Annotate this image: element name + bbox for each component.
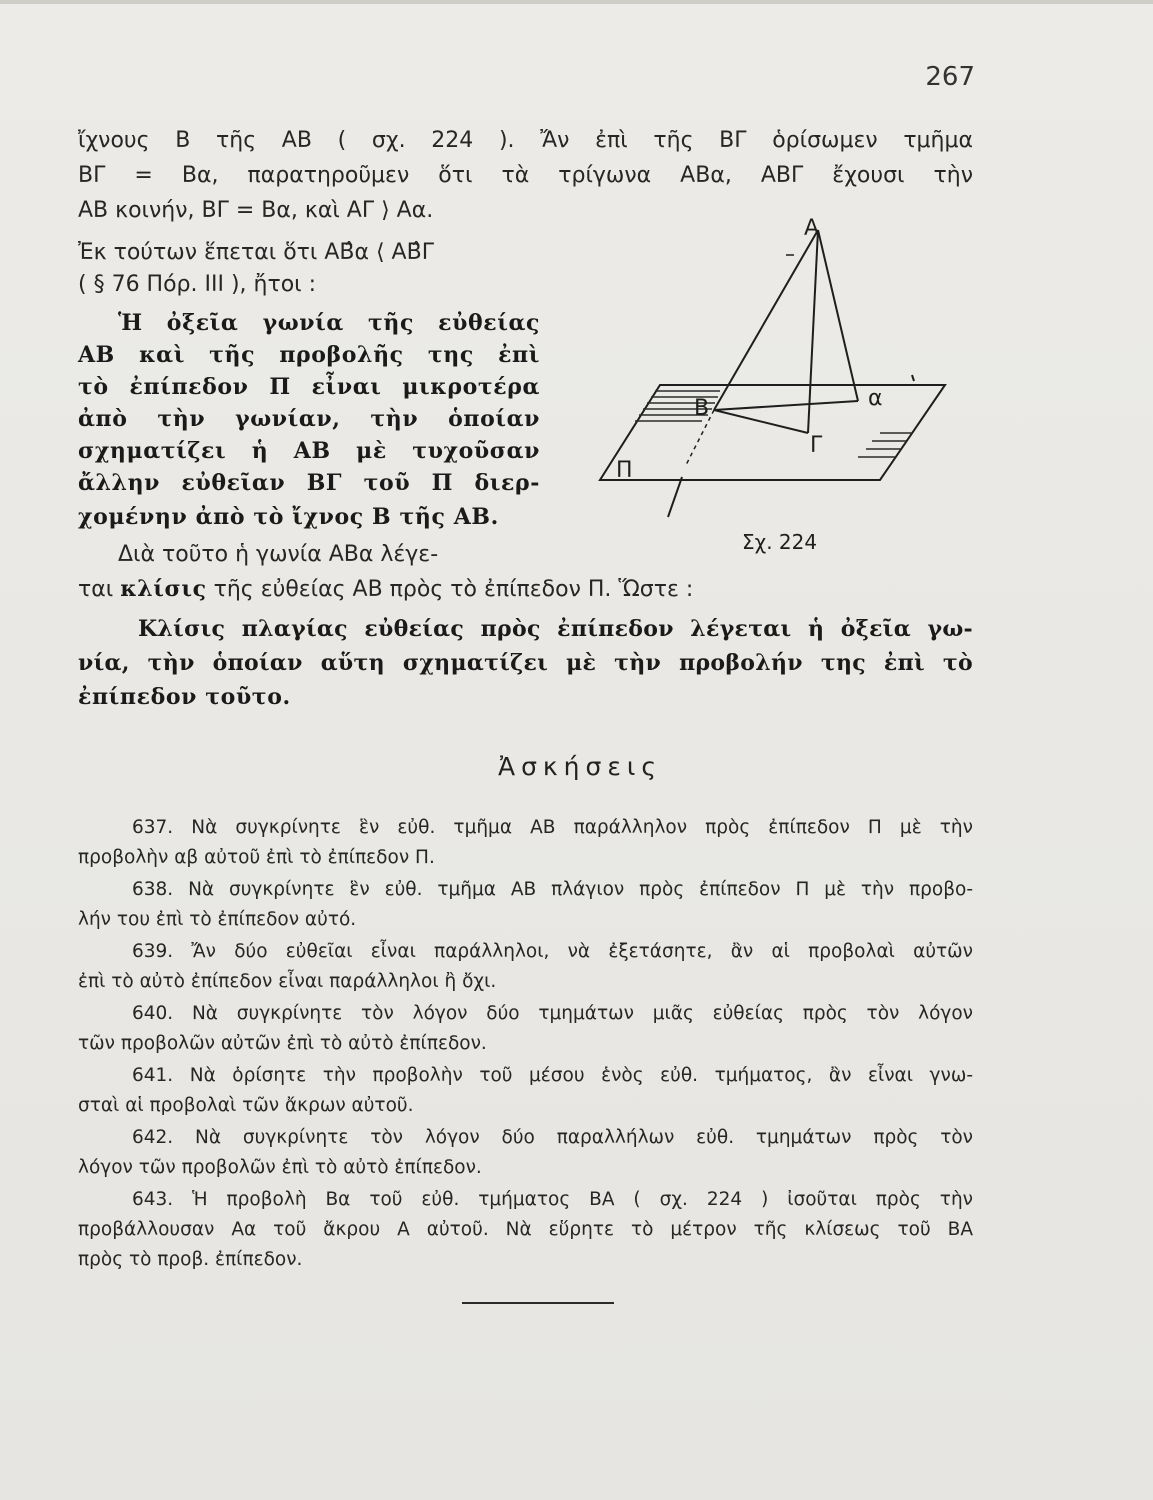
label-A: Α [804, 216, 820, 241]
paragraph-line-2-pre: ται [78, 577, 121, 602]
exercise-641-line-2: σταὶ αἱ προβολαὶ τῶν ἄκρων αὐτοῦ. [78, 1095, 414, 1116]
figure-224 [590, 205, 970, 565]
definition-line-2: νία, τὴν ὁποίαν αὕτη σχηματίζει μὲ τὴν προβολήν της ἐπὶ τὸ [78, 650, 973, 676]
body-line-1: ἴχνους Β τῆς ΑΒ ( σχ. 224 ). Ἄν ἐπὶ τῆς ΒΓ ὁρίσωμεν τμῆμα [78, 128, 973, 153]
exercise-641-line-1: 641. Νὰ ὁρίσητε τὴν προβολὴν τοῦ μέσου ἑνὸς εὐθ. τμήματος, ἂν εἶναι γνω- [132, 1065, 973, 1086]
label-Gamma: Γ [810, 433, 823, 458]
exercise-639-line-1: 639. Ἄν δύο εὐθεῖαι εἶναι παράλληλοι, νὰ ἐξετάσητε, ἂν αἱ προβολαὶ αὐτῶν [132, 941, 973, 962]
theorem-line-2: ΑΒ καὶ τῆς προβολῆς της ἐπὶ [78, 342, 540, 368]
page-top-edge [0, 0, 1153, 4]
definition-line-3: ἐπίπεδον τοῦτο. [78, 684, 291, 710]
theorem-line-5: σχηματίζει ἡ ΑΒ μὲ τυχοῦσαν [78, 438, 540, 464]
paragraph-line-2 [78, 576, 693, 603]
segment-BG [714, 410, 808, 433]
exercise-643-line-1: 643. Ἡ προβολὴ Βα τοῦ εὐθ. τμήματος ΒΑ ( σχ. 224 ) ἰσοῦται πρὸς τὴν [132, 1189, 973, 1210]
segment-AB [714, 230, 818, 410]
exercise-643-line-2: προβάλλουσαν Αα τοῦ ἄκρου Α αὐτοῦ. Νὰ εὕρητε τὸ μέτρον τῆς κλίσεως τοῦ ΒΑ [78, 1219, 973, 1240]
footnote-rule [462, 1302, 614, 1304]
theorem-line-3: τὸ ἐπίπεδον Π εἶναι μικροτέρα [78, 374, 540, 400]
body-line-5: ( § 76 Πόρ. ΙΙΙ ), ἤτοι : [78, 272, 317, 297]
figure-224-diagram [590, 205, 970, 565]
exercise-638-line-1: 638. Νὰ συγκρίνητε ἓν εὐθ. τμῆμα ΑΒ πλάγιον πρὸς ἐπίπεδον Π μὲ τὴν προβο- [132, 879, 973, 900]
body-line-4: Ἐκ τούτων ἕπεται ὅτι ΑΒ̂α ⟨ ΑΒ̂Γ [78, 240, 434, 265]
theorem-line-6: ἄλλην εὐθεῖαν ΒΓ τοῦ Π διερ- [78, 470, 540, 496]
figure-caption: Σχ. 224 [742, 530, 818, 554]
tick-mark-2 [912, 375, 914, 381]
body-line-3: ΑΒ κοινήν, ΒΓ = Βα, καὶ ΑΓ ⟩ Αα. [78, 198, 434, 223]
exercise-642-line-1: 642. Νὰ συγκρίνητε τὸν λόγον δύο παραλλήλων εὐθ. τμημάτων πρὸς τὸν [132, 1127, 973, 1148]
exercises-heading: Ἀσκήσεις [497, 752, 662, 781]
paragraph-line-1: Διὰ τοῦτο ἡ γωνία ΑΒα λέγε- [118, 542, 439, 567]
segment-AB-under [668, 477, 682, 517]
exercise-637-line-2: προβολὴν αβ αὐτοῦ ἐπὶ τὸ ἐπίπεδον Π. [78, 847, 435, 868]
theorem-line-7: χομένην ἀπὸ τὸ ἴχνος Β τῆς ΑΒ. [78, 504, 499, 530]
term-klisis: κλίσις [120, 576, 207, 602]
body-line-2: ΒΓ = Βα, παρατηροῦμεν ὅτι τὰ τρίγωνα ΑΒα, ΑΒΓ ἔχουσι τὴν [78, 163, 973, 188]
exercise-643-line-3: πρὸς τὸ προβ. ἐπίπεδον. [78, 1249, 303, 1270]
paragraph-line-2-post: τῆς εὐθείας ΑΒ πρὸς τὸ ἐπίπεδον Π. Ὥστε : [206, 577, 694, 602]
theorem-line-1: Ἡ ὀξεῖα γωνία τῆς εὐθείας [118, 310, 540, 336]
segment-Ba [714, 401, 858, 410]
segment-AG [808, 230, 818, 433]
label-B: Β [694, 396, 710, 421]
exercise-640-line-2: τῶν προβολῶν αὐτῶν ἐπὶ τὸ αὐτὸ ἐπίπεδον. [78, 1033, 487, 1054]
exercise-642-line-2: λόγον τῶν προβολῶν ἐπὶ τὸ αὐτὸ ἐπίπεδον. [78, 1157, 482, 1178]
definition-line-1: Κλίσις πλαγίας εὐθείας πρὸς ἐπίπεδον λέγεται ἡ ὀξεῖα γω- [138, 616, 973, 642]
exercise-637-line-1: 637. Νὰ συγκρίνητε ἓν εὐθ. τμῆμα ΑΒ παράλληλον πρὸς ἐπίπεδον Π μὲ τὴν [132, 817, 973, 838]
exercise-640-line-1: 640. Νὰ συγκρίνητε τὸν λόγον δύο τμημάτων μιᾶς εὐθείας πρὸς τὸν λόγον [132, 1003, 973, 1024]
theorem-line-4: ἀπὸ τὴν γωνίαν, τὴν ὁποίαν [78, 406, 540, 432]
segment-Aa [818, 230, 858, 401]
page-number: 267 [925, 62, 975, 92]
exercise-639-line-2: ἐπὶ τὸ αὐτὸ ἐπίπεδον εἶναι παράλληλοι ἢ ὄχι. [78, 971, 497, 992]
exercise-638-line-2: λήν του ἐπὶ τὸ ἐπίπεδον αὐτό. [78, 909, 357, 930]
label-a: α [868, 386, 883, 411]
label-Pi: Π [616, 458, 633, 483]
